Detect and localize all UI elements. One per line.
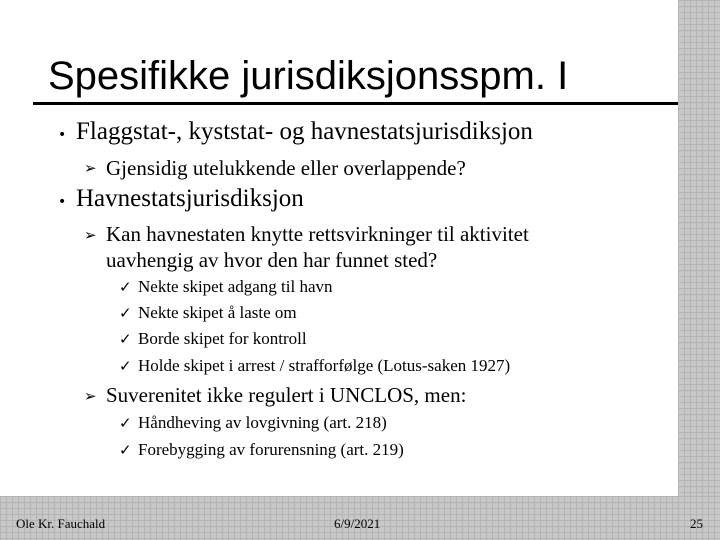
sub-bullet-gjensidig: Gjensidig utelukkende eller overlappende? <box>106 156 466 180</box>
bullet-dot-icon: • <box>58 194 67 210</box>
sub-bullet-rettsvirkninger-line1: Kan havnestaten knytte rettsvirkninger til aktivitet <box>106 222 529 246</box>
check-icon: ✓ <box>119 278 132 296</box>
footer-author: Ole Kr. Fauchald <box>16 516 106 531</box>
title-underline <box>33 102 678 105</box>
check-icon: ✓ <box>119 441 132 459</box>
check-icon: ✓ <box>119 304 132 322</box>
sub-bullet-suverenitet: Suverenitet ikke regulert i UNCLOS, men: <box>106 383 467 407</box>
check-icon: ✓ <box>119 357 132 375</box>
check-icon: ✓ <box>119 414 132 432</box>
check-icon: ✓ <box>119 330 132 348</box>
footer-date: 6/9/2021 <box>334 516 381 531</box>
check-item-handheving: Håndheving av lovgivning (art. 218) <box>138 413 387 432</box>
check-item-arrest: Holde skipet i arrest / strafforfølge (Lotus-saken 1927) <box>138 356 511 375</box>
bullet-text-flaggstat: Flaggstat-, kyststat- og havnestatsjurisdiksjon <box>76 118 533 145</box>
check-item-borde: Borde skipet for kontroll <box>138 329 307 348</box>
arrow-bullet-icon: ➢ <box>84 387 97 405</box>
arrow-bullet-icon: ➢ <box>84 226 97 244</box>
check-item-laste-om: Nekte skipet å laste om <box>138 303 297 322</box>
bullet-dot-icon: • <box>58 127 67 143</box>
sub-bullet-rettsvirkninger-line2: uavhengig av hvor den har funnet sted? <box>106 248 438 272</box>
check-item-adgang: Nekte skipet adgang til havn <box>138 277 333 296</box>
check-item-forebygging: Forebygging av forurensning (art. 219) <box>138 440 404 459</box>
footer-page-number: 25 <box>690 516 703 531</box>
slide-title: Spesifikke jurisdiksjonsspm. I <box>48 54 569 98</box>
arrow-bullet-icon: ➢ <box>84 159 97 177</box>
right-border-pattern <box>678 0 720 496</box>
bullet-text-havnestat: Havnestatsjurisdiksjon <box>76 185 304 212</box>
